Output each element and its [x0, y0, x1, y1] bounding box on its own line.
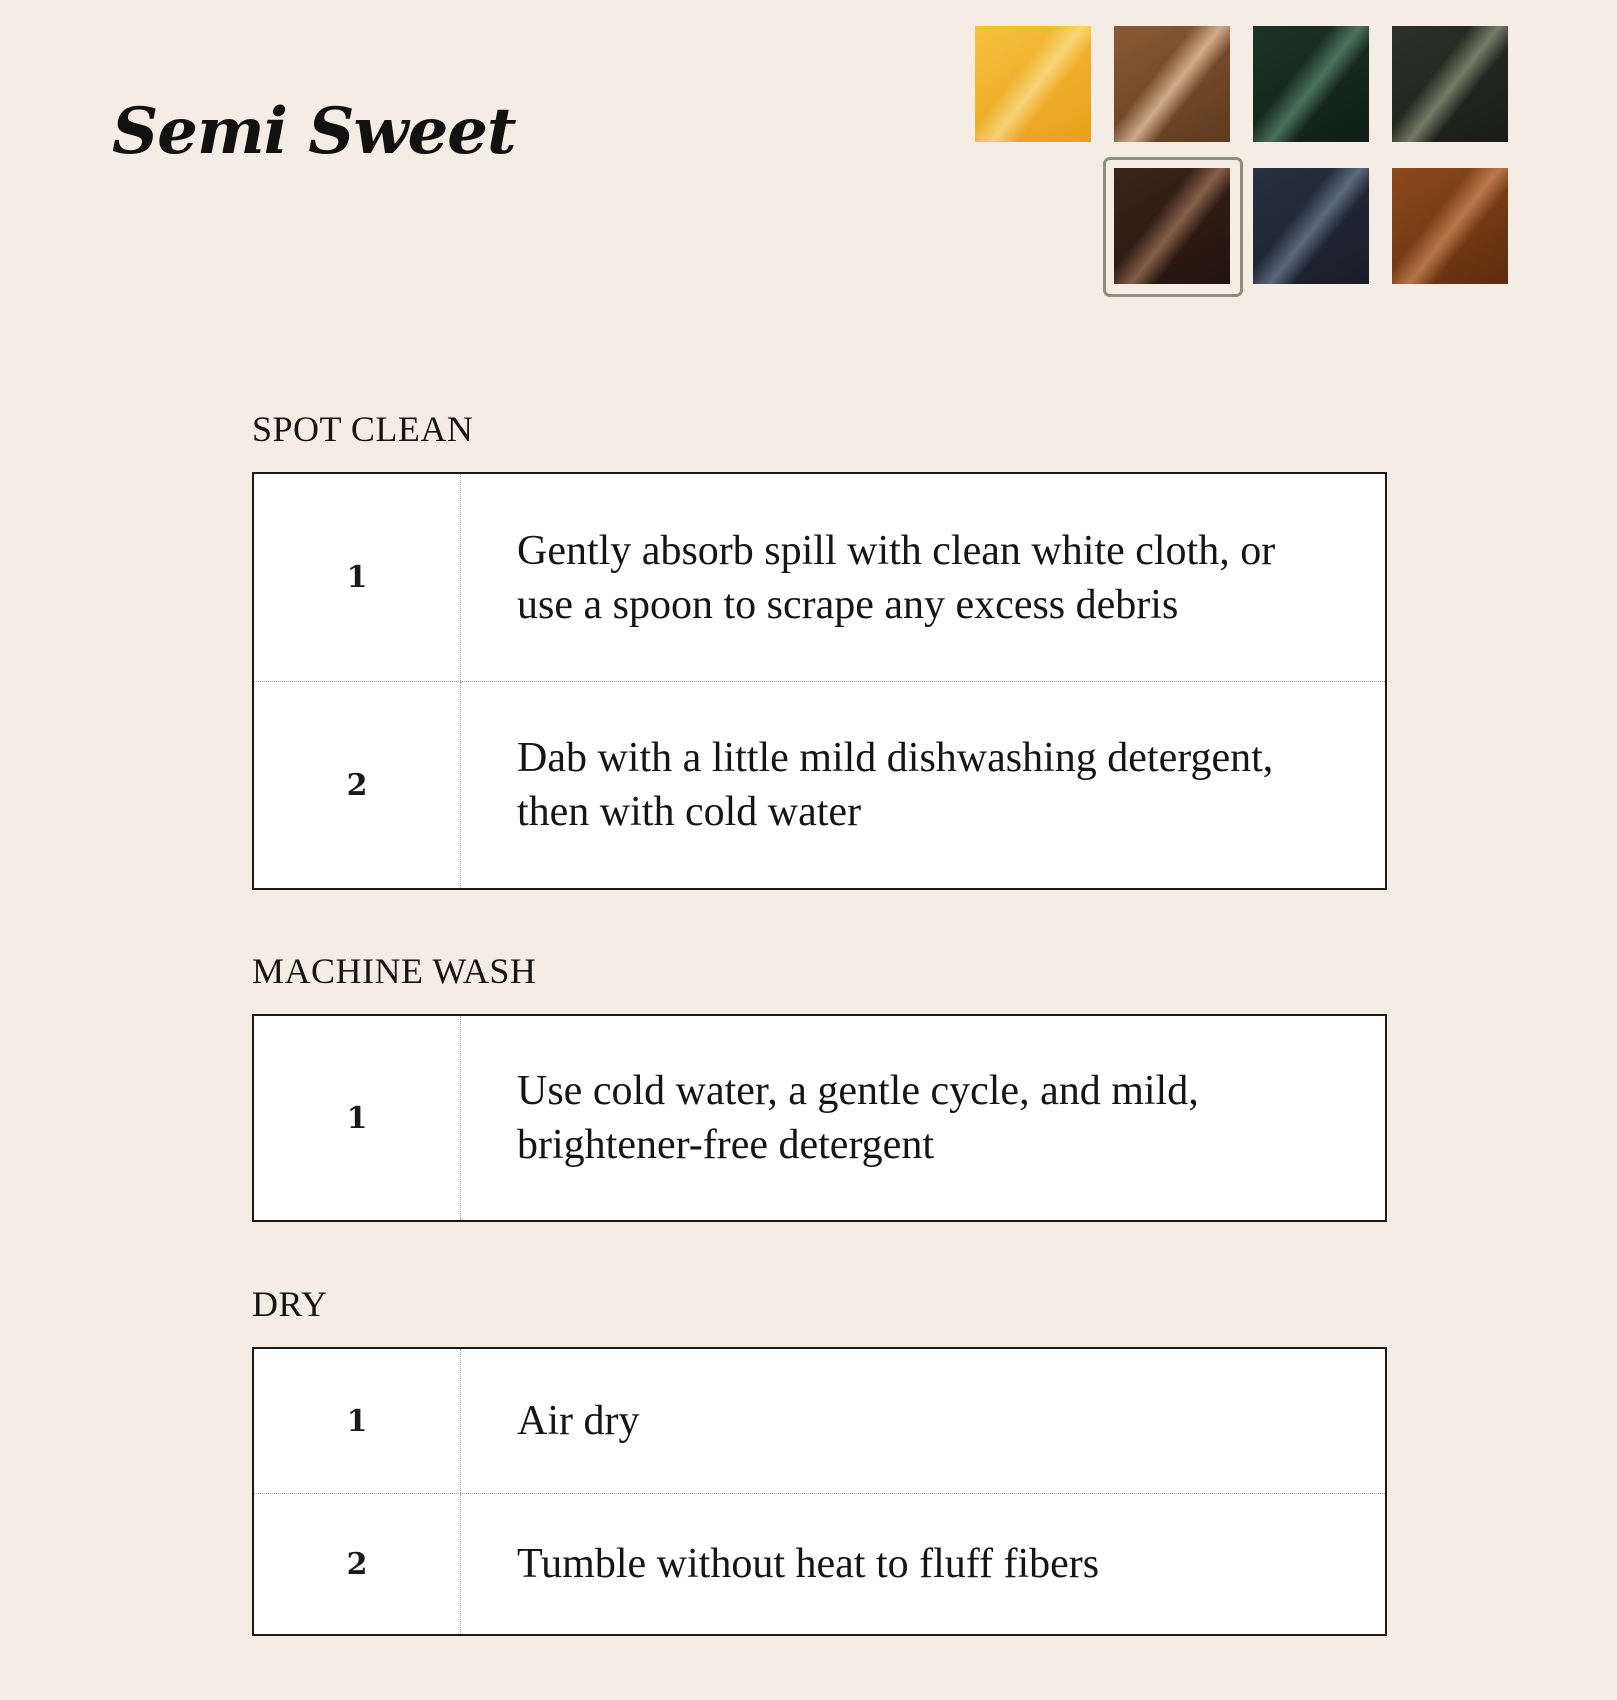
table-row [254, 682, 1385, 888]
step-number: 2 [254, 682, 461, 888]
table-row [254, 1349, 1385, 1494]
care-table-machine-wash [252, 1014, 1387, 1222]
swatch-forest[interactable] [1253, 26, 1369, 142]
table-row [254, 474, 1385, 682]
step-number: 2 [254, 1494, 461, 1634]
care-table-spot-clean [252, 472, 1387, 890]
swatch-olive[interactable] [1392, 26, 1508, 142]
step-text: Tumble without heat to fluff fibers [517, 1541, 1100, 1587]
swatch-mustard[interactable] [975, 26, 1091, 142]
section-title-machine-wash: MACHINE WASH [252, 951, 537, 991]
step-number: 1 [254, 1349, 461, 1493]
step-number: 1 [254, 1016, 461, 1220]
step-number: 1 [254, 474, 461, 681]
step-text: Dab with a little mild dishwashing detergent, then with cold water [517, 735, 1274, 835]
care-table-dry [252, 1347, 1387, 1636]
color-swatch-group [975, 26, 1509, 284]
table-row [254, 1016, 1385, 1220]
product-title: Semi Sweet [112, 94, 516, 169]
section-title-dry: DRY [252, 1284, 328, 1324]
step-text: Gently absorb spill with clean white cloth, or use a spoon to scrape any excess debris [517, 527, 1276, 628]
swatch-navy[interactable] [1253, 168, 1369, 284]
swatch-rust[interactable] [1392, 168, 1508, 284]
swatch-caramel[interactable] [1114, 26, 1230, 142]
step-text: Use cold water, a gentle cycle, and mild, brightener-free detergent [517, 1068, 1199, 1168]
swatch-chocolate[interactable] [1114, 168, 1230, 284]
section-title-spot-clean: SPOT CLEAN [252, 409, 474, 449]
table-row [254, 1494, 1385, 1634]
step-text: Air dry [517, 1398, 640, 1444]
